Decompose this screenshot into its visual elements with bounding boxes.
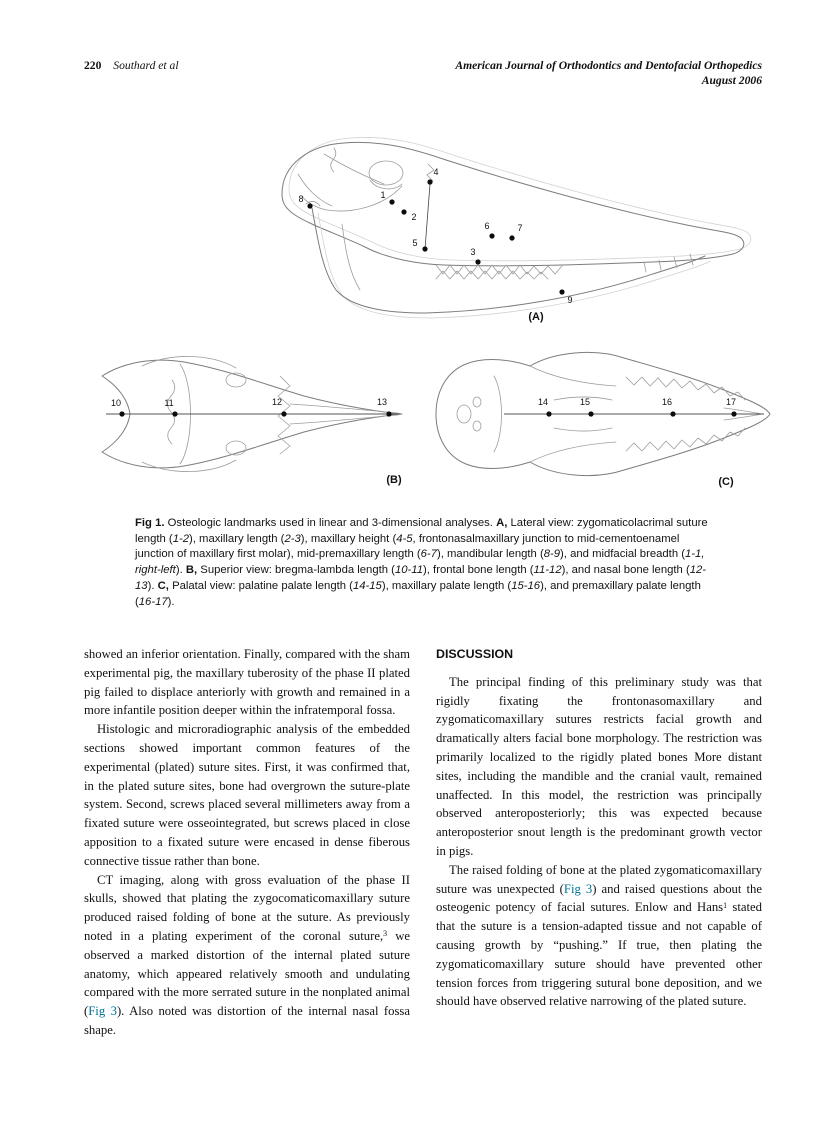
view-label-B: (B) [386, 474, 402, 486]
landmark-label: 1 [380, 190, 386, 200]
foramen-magnum [457, 405, 471, 423]
landmark-dot [172, 411, 177, 416]
temporal-line [324, 154, 384, 184]
paragraph [84, 871, 410, 1040]
text-segment: 1-2 [172, 532, 190, 545]
skull-outline [282, 142, 744, 265]
page-number: 220 [84, 59, 102, 72]
text-segment: 11-12 [533, 564, 562, 577]
figure-1-caption [135, 516, 712, 610]
figure-reference-link[interactable]: Fig 3 [88, 1004, 117, 1019]
text-segment: 6-7 [420, 548, 437, 561]
paragraph [436, 673, 762, 861]
superior-view [102, 356, 402, 486]
landmark-label: 8 [298, 194, 304, 204]
mandible-ramus [342, 224, 360, 290]
zygomatic-inner-bottom [530, 442, 616, 462]
text-segment: 2-3 [284, 532, 301, 545]
lower-teeth-row [436, 271, 548, 279]
left-column [84, 645, 410, 1040]
view-label-A: (A) [528, 311, 544, 323]
occipital-condyle-bottom [473, 421, 481, 431]
orbit-inner-arc [370, 180, 402, 189]
text-segment: Palatal view: palatine palate length ( [172, 579, 353, 592]
text-segment: Histologic and microradiographic analysis of the embedded sections showed important common features of the experimental (plated) suture sites. First, it was confirmed that, in the plated suture sites, bone had overgrown the suture-plate system. Second, screws placed several millimeters away from a fixated suture were osseointegrated, but screws placed in close apposition to a fixated suture were encased in dense fiberous connective tissue rather than bone. [84, 722, 410, 868]
text-segment: 8-9 [543, 548, 561, 561]
text-segment: ). [167, 595, 175, 608]
palatal-view [436, 352, 770, 488]
running-head-right [455, 58, 762, 88]
lateral-view [282, 137, 751, 323]
section-heading-discussion: DISCUSSION [436, 647, 514, 661]
measurement-line-4-5 [425, 184, 430, 249]
issue-date: August 2006 [701, 74, 762, 88]
text-segment: CT imaging, along with gross evaluation of the phase II skulls, showed that plating the zygocomaticomaxillary suture produced raised folding of bone at the suture. As previously noted in a plating experiment of the coronal suture, [84, 872, 410, 943]
citation-superscript: 3 [383, 929, 388, 939]
landmark-dot [386, 411, 391, 416]
landmark-label: 12 [271, 397, 283, 407]
landmark-label: 11 [164, 398, 174, 408]
landmark-label: 4 [433, 167, 439, 177]
text-segment: ), maxillary palate length ( [381, 579, 512, 592]
text-segment: ), and premaxillary palate length ( [135, 579, 701, 608]
landmark-dot [401, 209, 406, 214]
page-header [84, 58, 762, 88]
landmark-dot [422, 246, 427, 251]
text-segment: 10-11 [394, 564, 424, 577]
text-segment: C, [157, 579, 173, 592]
paragraph [436, 861, 762, 1011]
landmark-label: 13 [376, 397, 388, 407]
braincase-curve [494, 376, 502, 452]
landmark-label: 10 [110, 398, 122, 408]
landmark-label: 5 [412, 238, 418, 248]
text-segment: ), maxillary height ( [300, 532, 397, 545]
text-segment: Superior view: bregma-lambda length ( [200, 564, 395, 577]
landmark-label: 7 [517, 223, 523, 233]
text-segment: , frontonasalmaxillary junction to mid-cementoenamel junction of maxillary first molar), mid-premaxillary length ( [135, 532, 680, 561]
palatine-line-bottom [554, 428, 612, 431]
zygomatic-inner-top [530, 366, 616, 386]
landmark-label: 17 [725, 397, 737, 407]
lower-teeth-arcade [626, 428, 745, 451]
text-segment: ), and nasal bone length ( [561, 564, 690, 577]
landmark-dot [475, 259, 480, 264]
landmark-dot [281, 411, 286, 416]
upper-teeth-row [436, 265, 562, 274]
landmark-label: 3 [470, 247, 476, 257]
running-head-left [84, 58, 179, 73]
text-segment: 12-13 [135, 564, 707, 592]
incisive-line-bottom [724, 414, 762, 420]
text-segment: ), maxillary length ( [189, 532, 285, 545]
landmark-label: 9 [567, 295, 573, 305]
citation-superscript: 1 [723, 900, 728, 910]
landmark-dot [670, 411, 675, 416]
text-segment: 4-5 [396, 532, 413, 545]
landmark-dot [427, 179, 432, 184]
landmark-dot [307, 203, 312, 208]
text-segment: 14-15 [352, 579, 382, 592]
text-segment: The principal finding of this preliminary study was that rigidly fixating the frontonasomaxillary and zygomaticomaxillary sutures restricts facial growth and dramatically alters facial bone morphology. The restriction was primarily localized to the rigidly plated bones More distant sites, including the mandible and the cranial vault, remained unaffected. In this model, the restriction was principally observed anteroposteriorly; this was expected because anteroposterior snout length is the predominant growth vector in pigs. [436, 674, 762, 858]
text-segment: we observed a marked distortion of the internal plated suture anatomy, which appeared relatively smooth and undulating compared with the more serrated suture in the nonplated animal ( [84, 928, 410, 1019]
view-label-C: (C) [718, 476, 734, 488]
text-segment: Lateral view: zygomaticolacrimal suture length ( [135, 517, 708, 545]
article-body [84, 645, 762, 1040]
text-segment: ), mandibular length ( [436, 548, 544, 561]
landmark-dot [731, 411, 736, 416]
figure-reference-link[interactable]: Fig 3 [563, 881, 593, 896]
text-segment: ) and raised questions about the osteogenic potency of facial sutures. Enlow and Hans [436, 881, 762, 915]
text-segment: A, [496, 517, 511, 529]
zygomatic-arch-top [142, 356, 236, 368]
landmark-label: 16 [661, 397, 673, 407]
figure-1 [84, 114, 774, 610]
landmark-dot [509, 235, 514, 240]
text-segment: ), and midfacial breadth ( [560, 548, 686, 561]
text-segment: Osteologic landmarks used in linear and 3-dimensional analyses. [167, 517, 497, 529]
landmark-label: 15 [579, 397, 591, 407]
text-segment: ). Also noted was distortion of the internal nasal fossa shape. [84, 1004, 410, 1037]
occipital-condyle-top [473, 397, 481, 407]
text-segment: ), frontal bone length ( [423, 564, 534, 577]
paragraph [84, 645, 410, 720]
figure-1-artwork [84, 114, 774, 508]
journal-title: American Journal of Orthodontics and Dentofacial Orthopedics [455, 59, 762, 72]
landmark-dot [389, 199, 394, 204]
landmark-label: 2 [411, 212, 417, 222]
landmark-dot [588, 411, 593, 416]
paragraph [84, 720, 410, 870]
text-segment: 15-16 [511, 579, 541, 592]
text-segment: ). [147, 579, 158, 592]
text-segment: 16-17 [138, 595, 168, 608]
incisive-line-top [724, 408, 762, 414]
skull-ghost-outline [289, 137, 751, 260]
orbit [369, 161, 403, 185]
landmark-dot [119, 411, 124, 416]
text-segment: B, [185, 564, 201, 577]
landmark-dot [559, 289, 564, 294]
text-segment: 1-1, right-left [135, 548, 705, 577]
landmark-dot [546, 411, 551, 416]
text-segment: The raised folding of bone at the plated zygomaticomaxillary suture was unexpected ( [436, 862, 762, 896]
text-segment: stated that the suture is a tension-adapted tissue and not capable of causing growth by “pushing.” If true, then plating the zygomaticomaxillary suture should have prevented other tension forces from triggering sutural bone deposition, and we should have observed relative narrowing of the plated suture. [436, 900, 762, 1009]
zygomatic-arch [302, 186, 402, 211]
landmark-dot [489, 233, 494, 238]
right-column [436, 645, 762, 1040]
text-segment: showed an inferior orientation. Finally, compared with the sham experimental pig, the maxillary tuberosity of the phase II plated pig failed to displace anteriorly with growth and remained in a more infantile position deeper within the infratemporal fossa. [84, 647, 410, 718]
text-segment: Fig 1. [135, 517, 168, 529]
landmark-label: 14 [537, 397, 549, 407]
text-segment: ). [175, 564, 186, 577]
zygomatic-arch-bottom [142, 460, 236, 472]
landmark-label: 6 [484, 221, 490, 231]
running-authors: Southard et al [113, 59, 179, 72]
